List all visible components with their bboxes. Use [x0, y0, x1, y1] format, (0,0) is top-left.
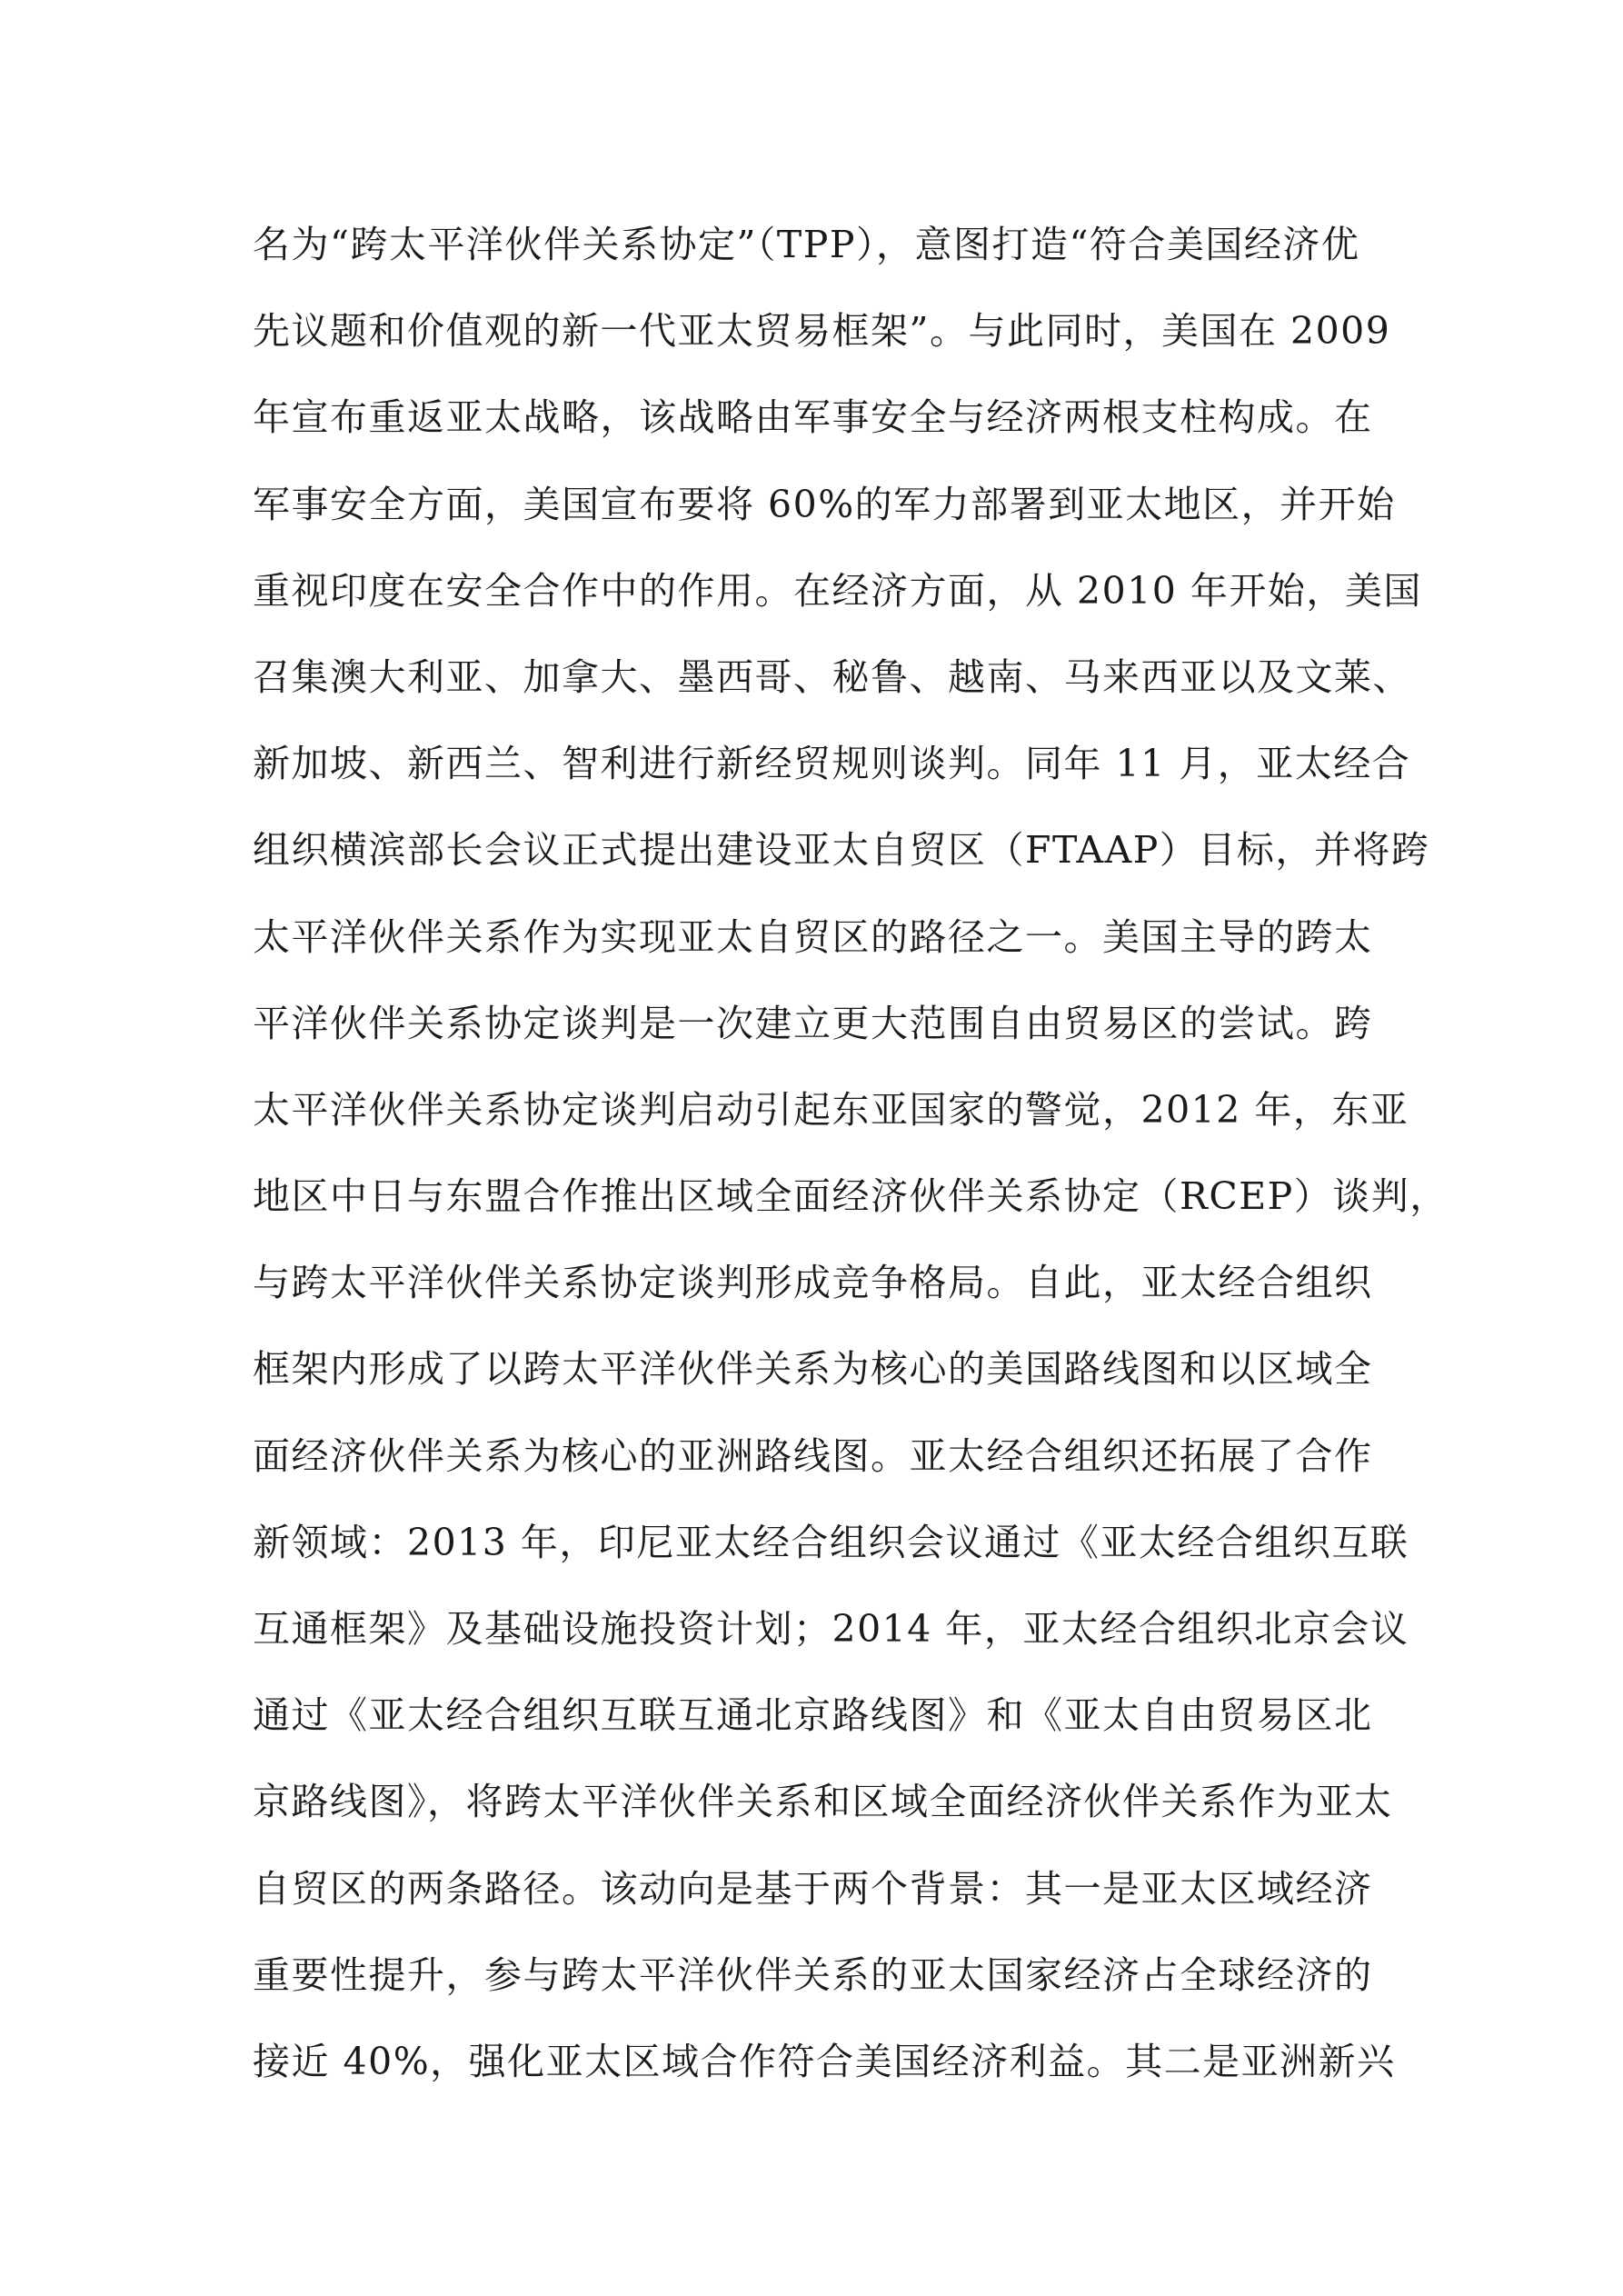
text-line: 平洋伙伴关系协定谈判是一次建立更大范围自由贸易区的尝试。跨 [253, 1001, 1373, 1045]
text-line: 自贸区的两条路径。该动向是基于两个背景：其一是亚太区域经济 [253, 1866, 1373, 1911]
text-line: 接近 40%，强化亚太区域合作符合美国经济利益。其二是亚洲新兴 [253, 2039, 1396, 2083]
text-line: 面经济伙伴关系为核心的亚洲路线图。亚太经合组织还拓展了合作 [253, 1433, 1373, 1478]
body-paragraph [253, 218, 1449, 2121]
text-line: 太平洋伙伴关系协定谈判启动引起东亚国家的警觉，2012 年，东亚 [253, 1087, 1409, 1132]
text-line: 召集澳大利亚、加拿大、墨西哥、秘鲁、越南、马来西亚以及文莱、 [253, 654, 1411, 699]
text-line: 组织横滨部长会议正式提出建设亚太自贸区（FTAAP）目标，并将跨 [253, 828, 1430, 873]
text-line: 先议题和价值观的新一代亚太贸易框架”。与此同时，美国在 2009 [253, 309, 1391, 354]
text-line: 京路线图》，将跨太平洋伙伴关系和区域全面经济伙伴关系作为亚太 [253, 1780, 1393, 1824]
text-line: 重要性提升，参与跨太平洋伙伴关系的亚太国家经济占全球经济的 [253, 1952, 1373, 1997]
text-line: 年宣布重返亚太战略，该战略由军事安全与经济两根支柱构成。在 [253, 395, 1373, 440]
text-line: 军事安全方面，美国宣布要将 60%的军力部署到亚太地区，并开始 [253, 482, 1396, 526]
text-line: 互通框架》及基础设施投资计划；2014 年，亚太经合组织北京会议 [253, 1607, 1409, 1651]
text-line: 新领域：2013 年，印尼亚太经合组织会议通过《亚太经合组织互联 [253, 1520, 1409, 1564]
text-line: 框架内形成了以跨太平洋伙伴关系为核心的美国路线图和以区域全 [253, 1347, 1373, 1392]
text-line: 新加坡、新西兰、智利进行新经贸规则谈判。同年 11 月，亚太经合 [253, 742, 1411, 786]
text-line: 名为“跨太平洋伙伴关系协定”（TPP），意图打造“符合美国经济优 [253, 223, 1360, 266]
text-line: 地区中日与东盟合作推出区域全面经济伙伴关系协定（RCEP）谈判， [253, 1174, 1449, 1219]
text-line: 通过《亚太经合组织互联互通北京路线图》和《亚太自由贸易区北 [253, 1693, 1373, 1738]
text-line: 重视印度在安全合作中的作用。在经济方面，从 2010 年开始，美国 [253, 568, 1422, 613]
text-line: 与跨太平洋伙伴关系协定谈判形成竞争格局。自此，亚太经合组织 [253, 1261, 1373, 1305]
text-line: 太平洋伙伴关系作为实现亚太自贸区的路径之一。美国主导的跨太 [253, 914, 1373, 959]
